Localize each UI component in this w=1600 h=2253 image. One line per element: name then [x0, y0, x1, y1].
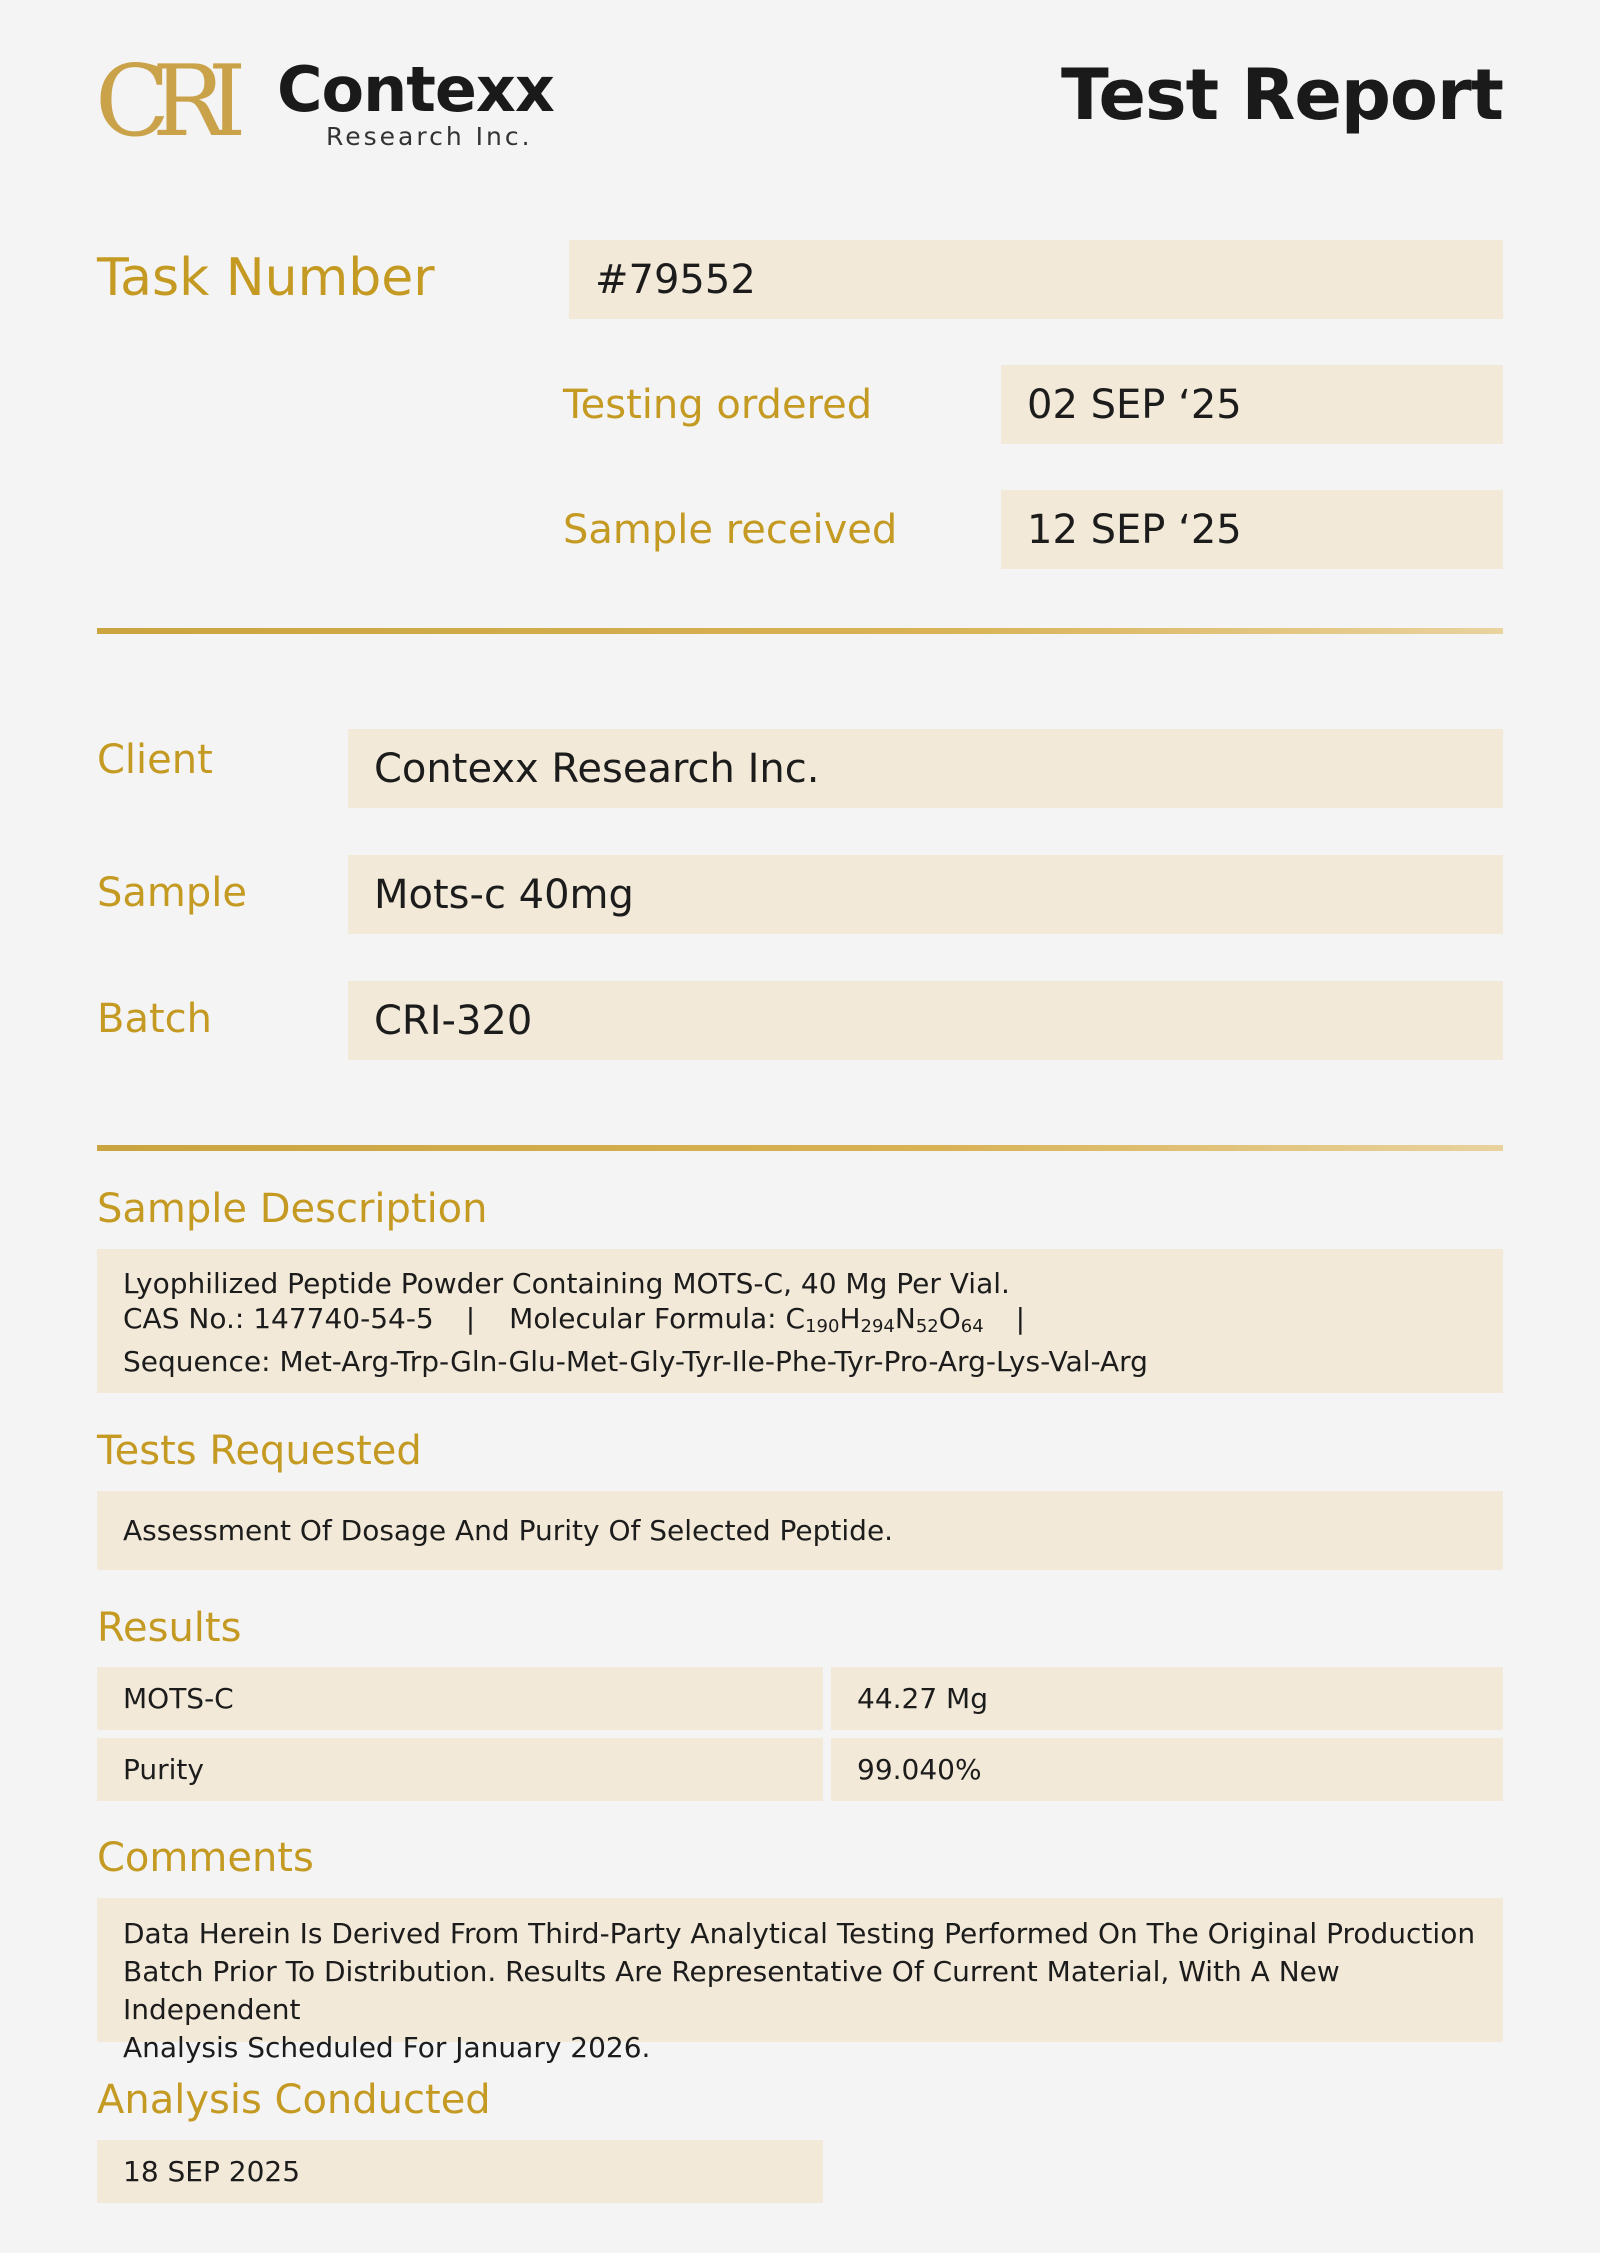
comments-box: [97, 1898, 1503, 2064]
task-number-label: Task Number: [97, 248, 435, 308]
results-heading: Results: [97, 1605, 242, 1651]
sample-field: [348, 855, 1503, 934]
task-number-value: #79552: [595, 256, 756, 303]
comments-line: Batch Prior To Distribution. Results Are Representative Of Current Material, With A New Independent: [123, 1955, 1340, 2026]
sample-value: Mots-c 40mg: [374, 871, 634, 918]
table-row: [831, 1738, 1503, 1801]
brand-subtitle: Research Inc.: [326, 122, 533, 151]
task-number-field: [569, 240, 1503, 319]
table-row: [97, 1667, 823, 1730]
tests-requested-heading: Tests Requested: [97, 1428, 422, 1474]
table-row: [831, 1667, 1503, 1730]
brand-name: Contexx: [277, 53, 554, 126]
formula-label: Molecular Formula:: [509, 1302, 786, 1335]
comments-heading: Comments: [97, 1835, 314, 1881]
tests-requested-text: Assessment Of Dosage And Purity Of Selected Peptide.: [123, 1514, 894, 1547]
client-label: Client: [97, 737, 213, 783]
comments-line: Data Herein Is Derived From Third-Party Analytical Testing Performed On The Original Production: [123, 1917, 1476, 1950]
sample-received-label: Sample received: [563, 507, 898, 553]
molecular-formula: $C_{190}H_{294}N_{52}O_{64}$: [785, 1302, 984, 1337]
divider: [97, 1145, 1503, 1151]
sample-description-heading: Sample Description: [97, 1186, 488, 1232]
sample-received-value: 12 SEP ‘25: [1027, 506, 1242, 553]
sample-description-line: [123, 1301, 1477, 1344]
comments-line: Analysis Scheduled For January 2026.: [123, 2031, 651, 2064]
sequence-line: Sequence: Met-Arg-Trp-Gln-Glu-Met-Gly-Tyr-Ile-Phe-Tyr-Pro-Arg-Lys-Val-Arg: [123, 1345, 1148, 1378]
client-value: Contexx Research Inc.: [374, 745, 820, 792]
result-name: Purity: [123, 1753, 204, 1786]
cas-number: CAS No.: 147740-54-5: [123, 1302, 434, 1335]
separator: |: [465, 1302, 476, 1335]
table-row: [97, 1738, 823, 1801]
client-field: [348, 729, 1503, 808]
result-value: 44.27 Mg: [857, 1682, 988, 1715]
separator: |: [1015, 1302, 1026, 1335]
sample-description-line: Lyophilized Peptide Powder Containing MOTS-C, 40 Mg Per Vial.: [123, 1267, 1010, 1300]
testing-ordered-label: Testing ordered: [563, 382, 873, 428]
divider: [97, 628, 1503, 634]
sample-received-field: [1001, 490, 1503, 569]
document-title: Test Report: [1061, 54, 1503, 136]
result-name: MOTS-C: [123, 1682, 234, 1715]
testing-ordered-field: [1001, 365, 1503, 444]
tests-requested-box: [97, 1491, 1503, 1570]
sample-label: Sample: [97, 870, 247, 916]
company-logo: CRI: [95, 45, 229, 159]
sample-description-box: [97, 1249, 1503, 1393]
analysis-date: 18 SEP 2025: [123, 2155, 301, 2188]
batch-field: [348, 981, 1503, 1060]
analysis-heading: Analysis Conducted: [97, 2077, 491, 2123]
batch-label: Batch: [97, 996, 212, 1042]
analysis-date-field: [97, 2140, 823, 2203]
batch-value: CRI-320: [374, 997, 533, 1044]
result-value: 99.040%: [857, 1753, 982, 1786]
testing-ordered-value: 02 SEP ‘25: [1027, 381, 1242, 428]
